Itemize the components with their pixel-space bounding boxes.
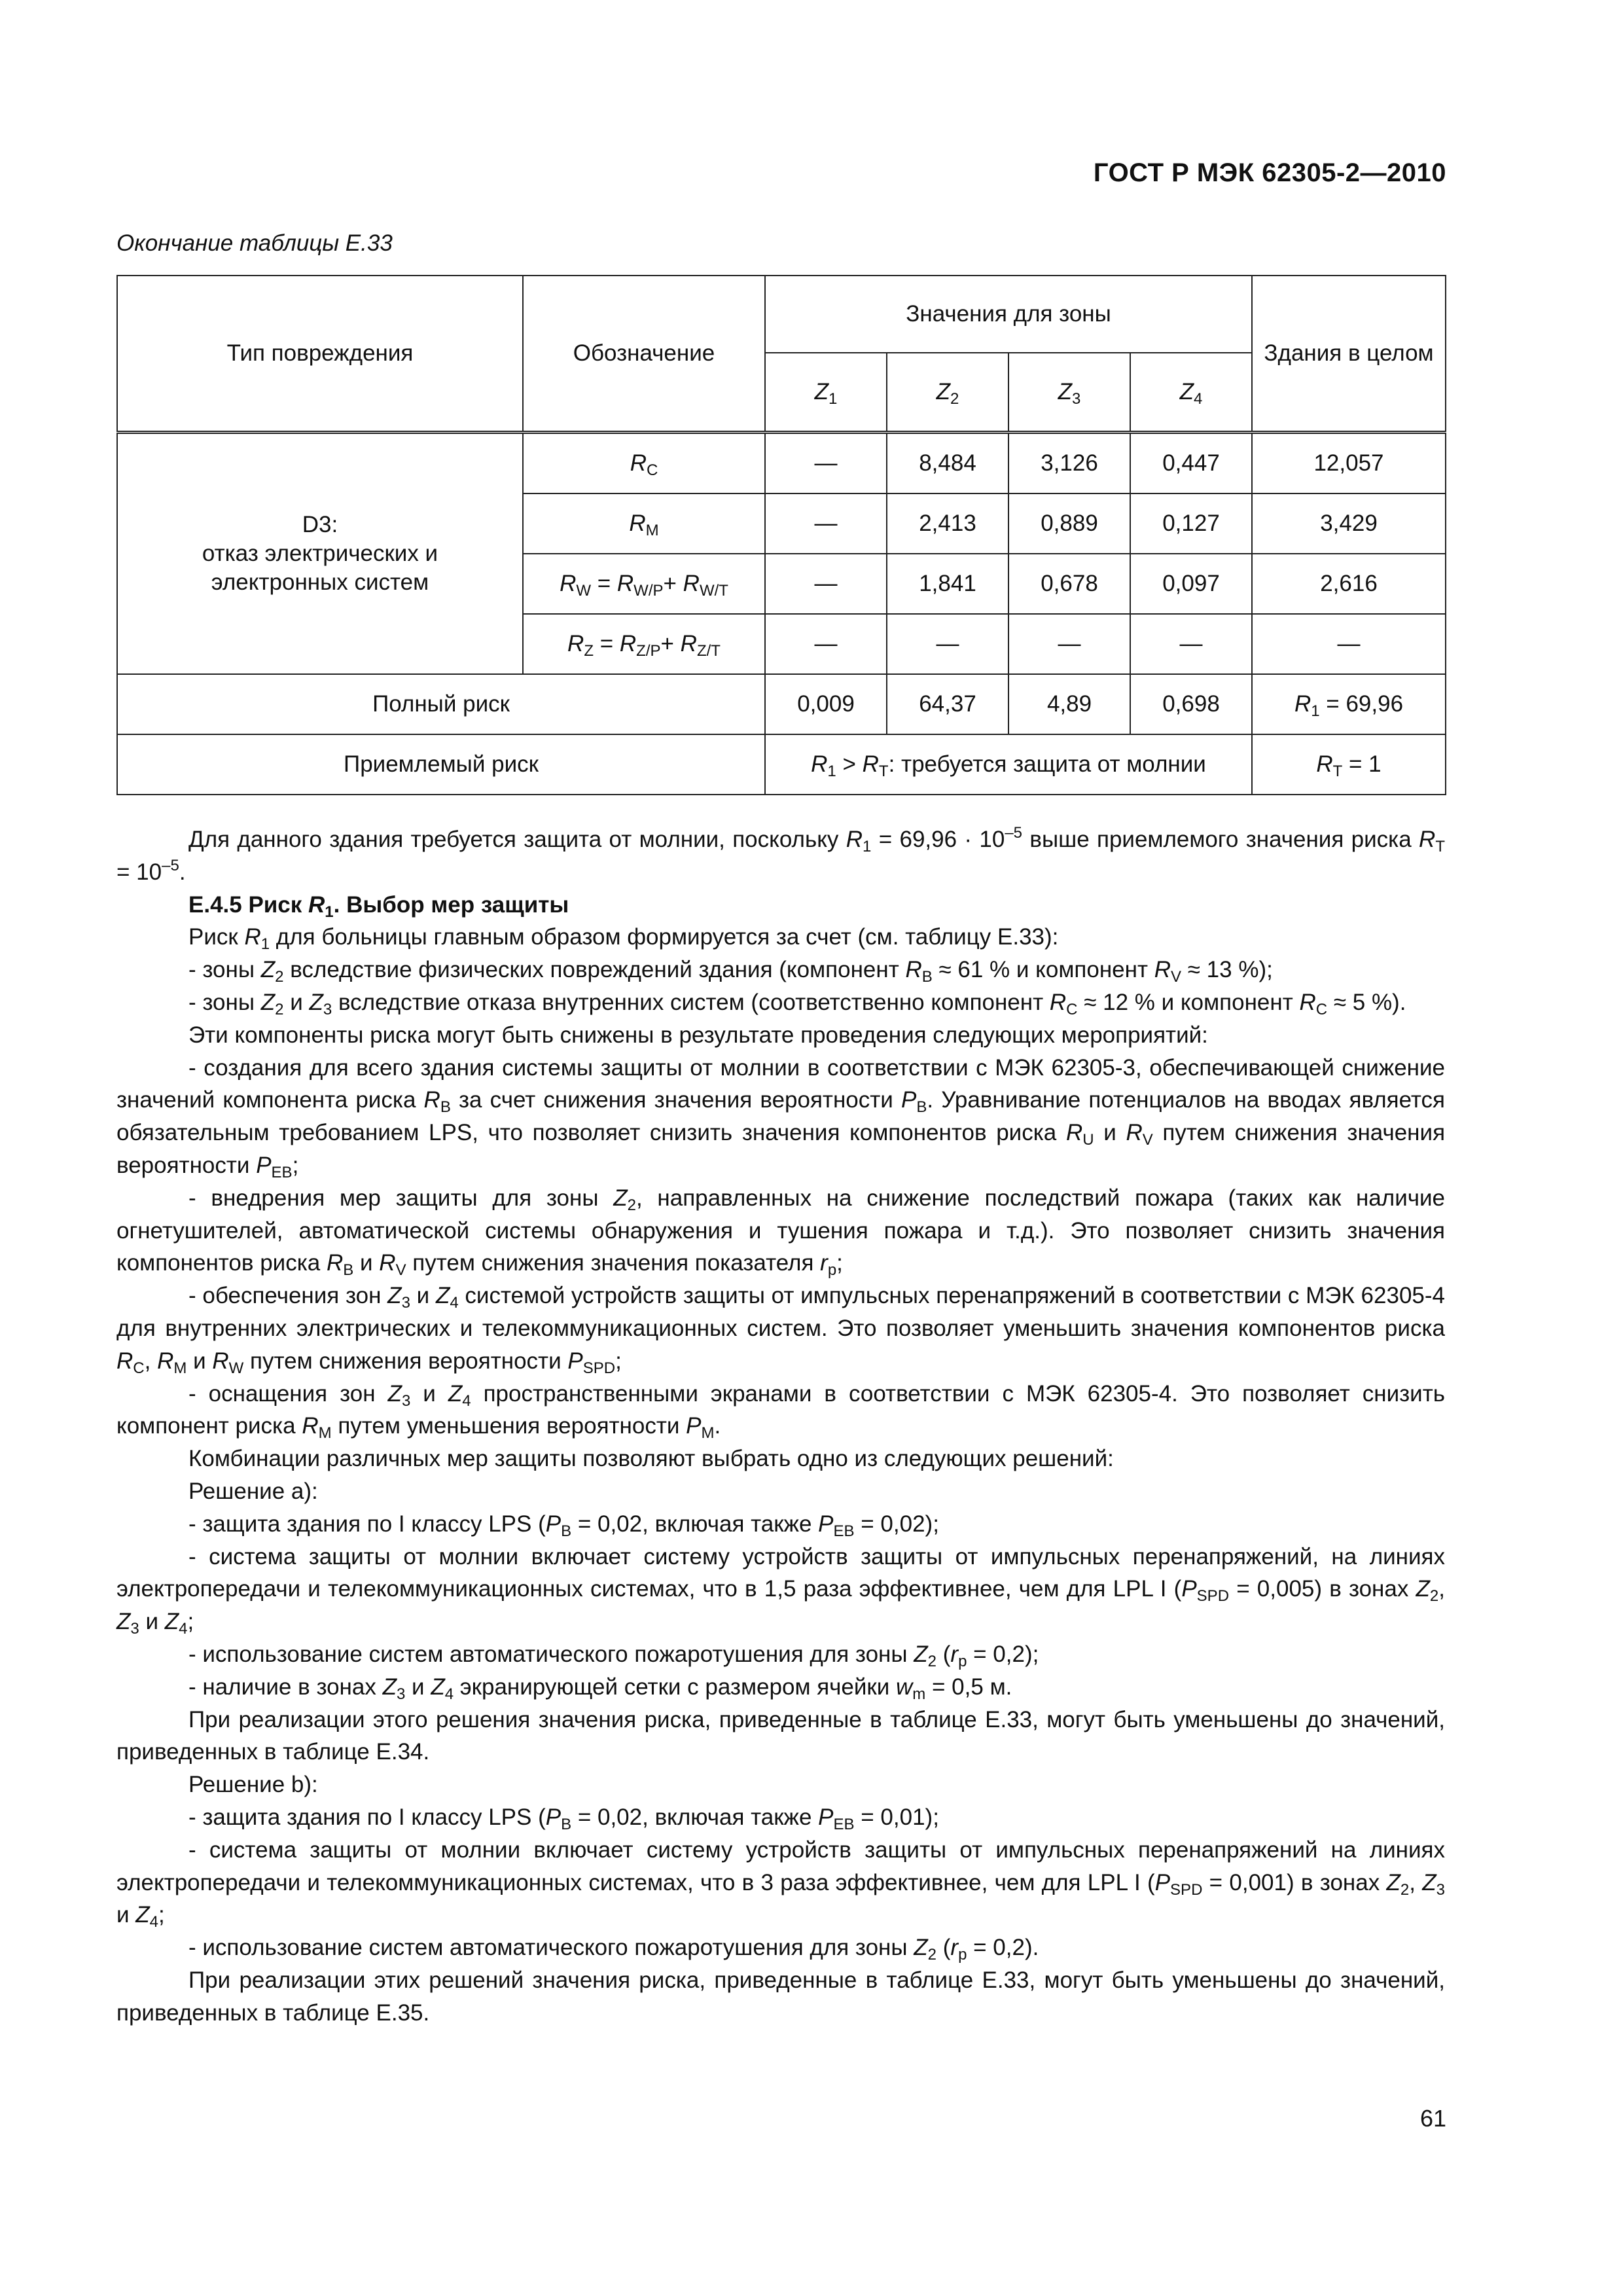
list-item: - система защиты от молнии включает систему устройств защиты от импульсных перенапряжений, на линиях электропередачи и телекоммуникационных системах, что в 1,5 раза эффективнее, чем для LPL I $(P_{SPD} = 0,005)$ в зонах $Z_2$, $Z_3$ и $Z_4$; [116,1543,1445,1638]
symbol-rz: $R_Z = R_{Z/P}+ R_{Z/T}$ [523,614,765,674]
list-item: - использование систем автоматического пожаротушения для зоны $Z_2$ $(r_p = 0,2)$. [188,1935,1039,1964]
table-cell: — [765,433,887,494]
table-caption: Окончание таблицы Е.33 [116,230,393,256]
damage-group-d3: D3: отказ электрических и электронных систем [117,433,523,675]
list-item: - использование систем автоматического пожаротушения для зоны $Z_2$ $(r_p = 0,2)$; [188,1641,1039,1670]
acceptable-risk-conclusion: $R_1 > R_T$: требуется защита от молнии [765,734,1252,795]
table-cell-total: 12,057 [1252,433,1446,494]
header-zone-z2: $Z_2$ [887,353,1008,433]
table-cell: 0,698 [1130,674,1252,734]
paragraph: Комбинации различных мер защиты позволяют выбрать одно из следующих решений: [188,1446,1114,1472]
table-cell-total: 2,616 [1252,554,1446,614]
paragraph: При реализации этого решения значения риска, приведенные в таблице Е.33, могут быть уменьшены до значений, приведенных в таблице Е.34. [116,1706,1445,1765]
table-row-acceptable-risk [117,734,1446,795]
list-item: - оснащения зон $Z_3$ и $Z_4$ пространственными экранами в соответствии с МЭК 62305-4. Это позволяет снизить компонент риска $R_M$ путем уменьшения вероятности $P_M$. [116,1380,1445,1443]
header-zone-z1: $Z_1$ [765,353,887,433]
table-cell: 2,413 [887,493,1008,554]
section-heading: Е.4.5 Риск $R_1$. Выбор мер защиты [188,891,569,921]
page-number: 61 [1419,2105,1446,2132]
table-cell: 0,678 [1008,554,1130,614]
full-risk-total: $R_1 = 69,96$ [1252,674,1446,734]
body-text [116,823,1445,2029]
paragraph: Для данного здания требуется защита от молнии, поскольку $R_1 = 69,96 \cdot 10^{-5}$ выше приемлемого значения риска $R_T = 10^{-5}$. [116,824,1445,885]
header-zone-z3: $Z_3$ [1008,353,1130,433]
list-item: - наличие в зонах $Z_3$ и $Z_4$ экранирующей сетки с размером ячейки $w_m = 0,5$ м. [188,1674,1012,1703]
table-cell: — [1130,614,1252,674]
list-item: - зоны $Z_2$ вследствие физических повреждений здания (компонент $R_B \approx 61$ % и компонент $R_V \approx 13$ %); [188,957,1273,986]
risk-table [116,275,1446,795]
table-cell: 0,127 [1130,493,1252,554]
list-item: - зоны $Z_2$ и $Z_3$ вследствие отказа внутренних систем (соответственно компонент $R_C \approx 12$ % и компонент $R_C \approx 5$ %). [188,989,1406,1018]
table-cell: 4,89 [1008,674,1130,734]
table-cell: 0,889 [1008,493,1130,554]
header-damage-type: Тип повреждения [117,276,523,433]
header-zone-z4: $Z_4$ [1130,353,1252,433]
header-zone-values: Значения для зоны [765,276,1252,353]
list-item: - создания для всего здания системы защиты от молнии в соответствии с МЭК 62305-3, обеспечивающей снижение значений компонента риска $R_B$ за счет снижения значения вероятности $P_B$. Уравнивание потенциалов на вводах является обязательным требованием LPS, что позволяет снизить значения компонентов риска $R_U$ и $R_V$ путем снижения значения вероятности $P_{EB}$; [116,1054,1446,1181]
paragraph: Риск $R_1$ для больницы главным образом формируется за счет (см. таблицу Е.33): [188,924,1059,954]
table-cell-total: — [1252,614,1446,674]
list-item: - система защиты от молнии включает систему устройств защиты от импульсных перенапряжений на линиях электропередачи и телекоммуникационных системах, что в 3 раза эффективнее, чем для LPL I $(P_{SPD} = 0,001)$ в зонах $Z_2$, $Z_3$ и $Z_4$; [116,1837,1446,1931]
header-symbol: Обозначение [523,276,765,433]
table-cell: — [765,493,887,554]
paragraph: При реализации этих решений значения риска, приведенные в таблице Е.33, могут быть уменьшены до значений, приведенных в таблице Е.35. [116,1967,1445,2026]
table-row-rc [117,433,1446,494]
acceptable-risk-total: $R_T = 1$ [1252,734,1446,795]
symbol-rm: $R_M$ [523,493,765,554]
list-item: - обеспечения зон $Z_3$ и $Z_4$ системой устройств защиты от импульсных перенапряжений в соответствии с МЭК 62305-4 для внутренних электрических и телекоммуникационных систем. Это позволяет уменьшить значения компонентов риска $R_C$, $R_M$ и $R_W$ путем снижения вероятности $P_{SPD}$; [116,1283,1446,1377]
paragraph: Эти компоненты риска могут быть снижены в результате проведения следующих мероприятий: [188,1022,1208,1048]
list-item: - защита здания по I классу LPS ($P_B = 0,02$, включая также $P_{EB} = 0,02$); [188,1511,939,1540]
table-cell: 0,097 [1130,554,1252,614]
table-cell: 8,484 [887,433,1008,494]
table-cell: 3,126 [1008,433,1130,494]
table-cell: — [887,614,1008,674]
paragraph: Решение а): [188,1478,318,1504]
table-cell: 1,841 [887,554,1008,614]
full-risk-label: Полный риск [117,674,765,734]
table-cell: 0,009 [765,674,887,734]
acceptable-risk-label: Приемлемый риск [117,734,765,795]
table-row-full-risk [117,674,1446,734]
table-cell-total: 3,429 [1252,493,1446,554]
table-cell: — [765,554,887,614]
symbol-rc: $R_C$ [523,433,765,494]
table-cell: 0,447 [1130,433,1252,494]
table-cell: 64,37 [887,674,1008,734]
symbol-rw: $R_W = R_{W/P}+ R_{W/T}$ [523,554,765,614]
header-building-total: Здания в целом [1252,276,1446,433]
table-cell: — [1008,614,1130,674]
table-cell: — [765,614,887,674]
list-item: - защита здания по I классу LPS ($P_B = 0,02$, включая также $P_{EB} = 0,01$); [188,1804,939,1833]
paragraph: Решение b): [188,1772,318,1798]
list-item: - внедрения мер защиты для зоны $Z_2$, направленных на снижение последствий пожара (таких как наличие огнетушителей, автоматической системы обнаружения и тушения пожара и т.д.). Это позволяет снизить значения компонентов риска $R_B$ и $R_V$ путем снижения значения показателя $r_p$; [116,1185,1445,1280]
standard-header: ГОСТ Р МЭК 62305-2—2010 [1093,158,1446,187]
